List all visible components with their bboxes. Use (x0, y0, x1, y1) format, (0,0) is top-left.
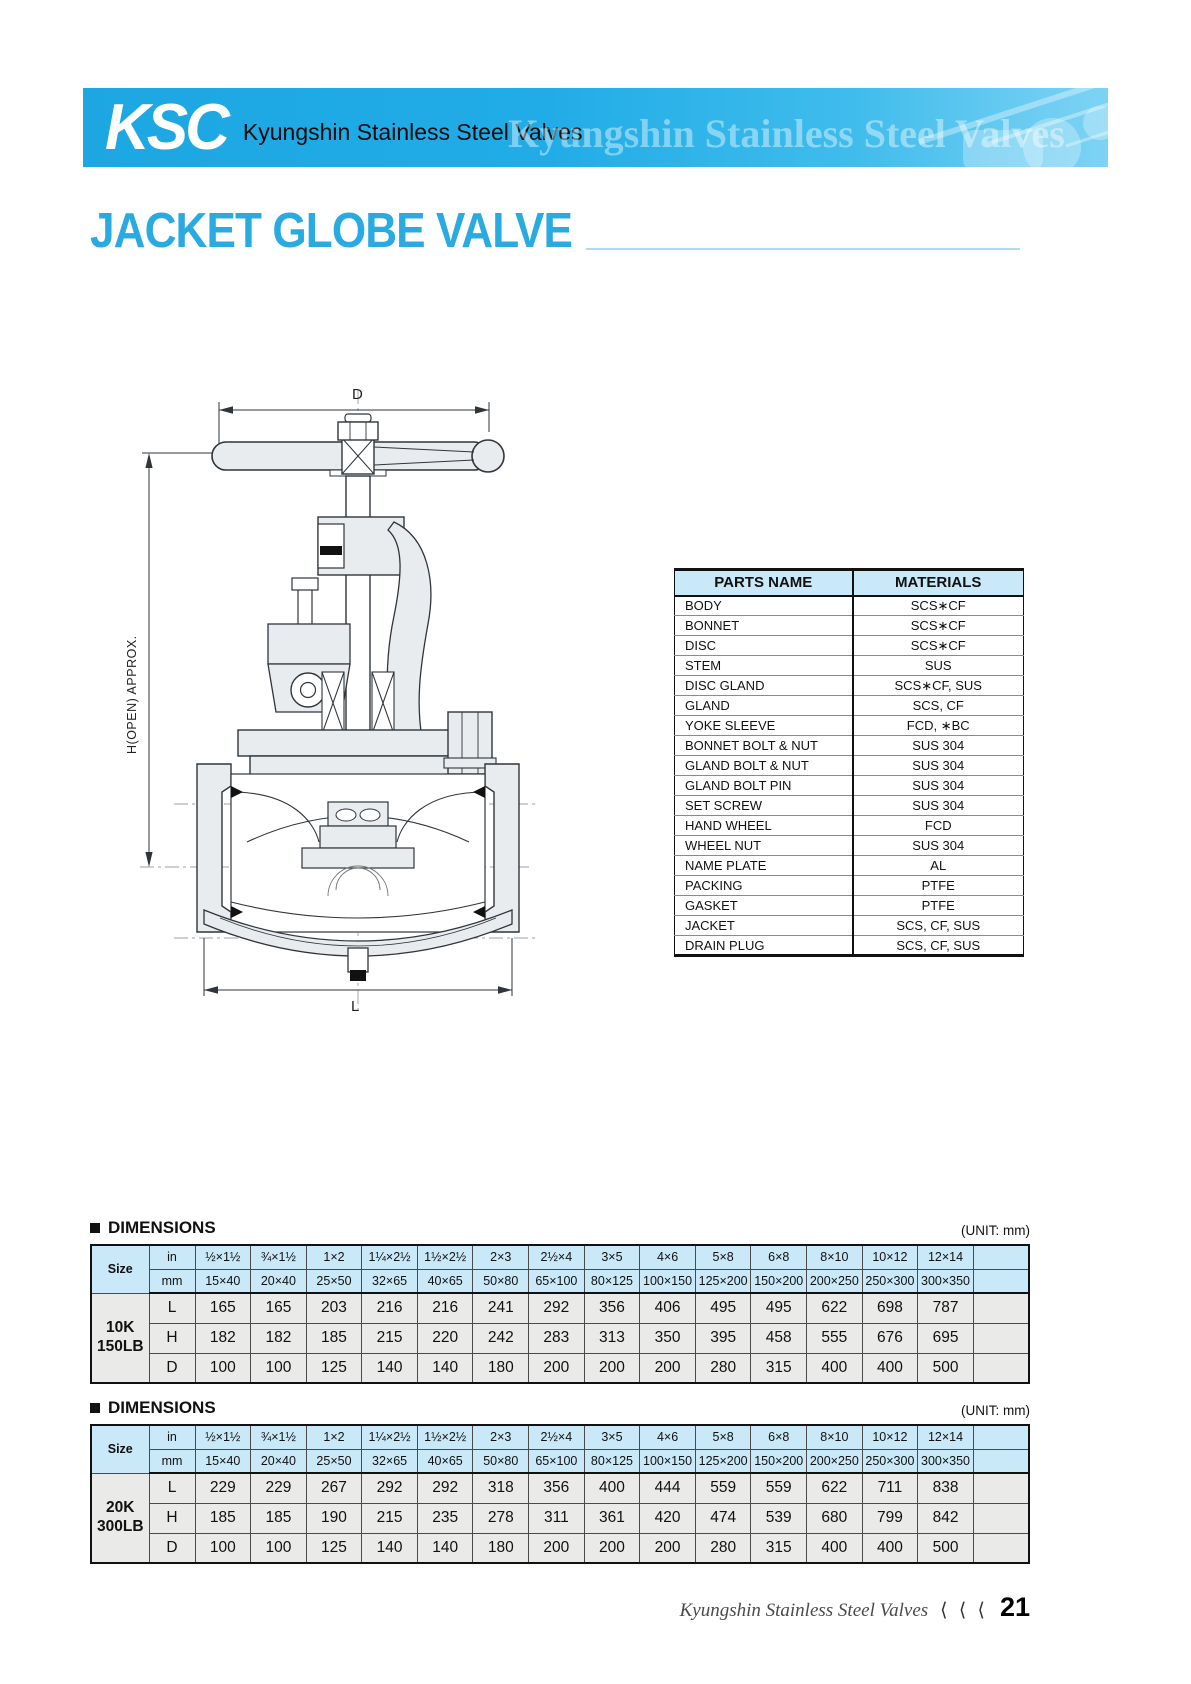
dimension-value-cell: 180 (473, 1533, 529, 1563)
size-in-cell: 12×14 (918, 1425, 974, 1449)
parts-table (674, 568, 1024, 957)
material-cell: SCS∗CF (853, 636, 1024, 656)
size-mm-row (91, 1269, 1029, 1293)
material-cell: PTFE (853, 876, 1024, 896)
blank-cell (973, 1293, 1029, 1323)
size-in-cell: 1×2 (306, 1245, 362, 1269)
unit-label-mm: mm (149, 1449, 195, 1473)
dimension-value-cell: 711 (862, 1473, 918, 1503)
size-mm-cell: 125×200 (695, 1449, 751, 1473)
unit-label-in: in (149, 1245, 195, 1269)
dimension-value-cell: 216 (417, 1293, 473, 1323)
size-mm-cell: 65×100 (529, 1269, 585, 1293)
dimension-value-cell: 495 (695, 1293, 751, 1323)
size-mm-cell: 50×80 (473, 1269, 529, 1293)
valve-technical-drawing (112, 372, 540, 1025)
dimensions-title-text: DIMENSIONS (108, 1218, 216, 1237)
parts-row (675, 696, 1024, 716)
dimension-value-cell: 458 (751, 1323, 807, 1353)
part-name-cell: GASKET (675, 896, 853, 916)
part-name-cell: BONNET (675, 616, 853, 636)
material-cell: AL (853, 856, 1024, 876)
blank-cell (973, 1449, 1029, 1473)
dimension-value-cell: 100 (251, 1533, 307, 1563)
blank-cell (973, 1353, 1029, 1383)
blank-cell (973, 1269, 1029, 1293)
page-footer (90, 1592, 1030, 1623)
part-name-cell: HAND WHEEL (675, 816, 853, 836)
size-mm-cell: 250×300 (862, 1449, 918, 1473)
dimension-value-cell: 140 (417, 1353, 473, 1383)
dimension-value-cell: 799 (862, 1503, 918, 1533)
dimension-value-cell: 185 (306, 1323, 362, 1353)
dimension-value-cell: 356 (529, 1473, 585, 1503)
size-in-cell: 1¼×2½ (362, 1425, 418, 1449)
globe-valve-cross-section (112, 372, 540, 1020)
dimension-value-cell: 495 (751, 1293, 807, 1323)
parts-row (675, 876, 1024, 896)
parts-row (675, 856, 1024, 876)
part-name-cell: GLAND BOLT PIN (675, 776, 853, 796)
dimensions-title-text: DIMENSIONS (108, 1398, 216, 1417)
dimension-value-cell: 400 (584, 1473, 640, 1503)
size-mm-row (91, 1449, 1029, 1473)
part-name-cell: DRAIN PLUG (675, 936, 853, 956)
dimensions-title (90, 1218, 216, 1238)
dimension-value-cell: 395 (695, 1323, 751, 1353)
size-mm-cell: 25×50 (306, 1269, 362, 1293)
part-name-cell: YOKE SLEEVE (675, 716, 853, 736)
wheel-nut (338, 414, 378, 440)
banner-image-decoration (1083, 106, 1108, 140)
dimension-value-cell: 200 (529, 1353, 585, 1383)
pressure-rating-cell: 10K 150LB (91, 1293, 149, 1383)
dimension-value-cell: 695 (918, 1323, 974, 1353)
dimension-value-cell: 559 (695, 1473, 751, 1503)
size-mm-cell: 150×200 (751, 1449, 807, 1473)
dimension-value-cell: 400 (862, 1533, 918, 1563)
dimensions-section-header (90, 1398, 1030, 1418)
material-cell: SUS 304 (853, 736, 1024, 756)
size-in-cell: 2×3 (473, 1245, 529, 1269)
size-in-cell: 1¼×2½ (362, 1245, 418, 1269)
dimension-value-cell: 229 (195, 1473, 251, 1503)
dimension-data-row (91, 1353, 1029, 1383)
size-mm-cell: 40×65 (417, 1269, 473, 1293)
size-mm-cell: 50×80 (473, 1449, 529, 1473)
blank-cell (973, 1245, 1029, 1269)
title-underline (586, 248, 1020, 250)
square-bullet-icon (90, 1223, 100, 1233)
dimension-value-cell: 229 (251, 1473, 307, 1503)
dimension-value-cell: 315 (751, 1533, 807, 1563)
size-in-cell: 2½×4 (529, 1245, 585, 1269)
drain-plug (348, 948, 368, 981)
dimensions-table (90, 1424, 1030, 1564)
size-mm-cell: 32×65 (362, 1449, 418, 1473)
square-bullet-icon (90, 1403, 100, 1413)
dimension-value-cell: 680 (807, 1503, 863, 1533)
size-mm-cell: 20×40 (251, 1269, 307, 1293)
dimension-value-cell: 182 (195, 1323, 251, 1353)
dimensions-table-body (91, 1425, 1029, 1563)
dimension-value-cell: 555 (807, 1323, 863, 1353)
dimensions-section (90, 1218, 1030, 1384)
size-in-cell: 8×10 (807, 1245, 863, 1269)
dimension-value-cell: 100 (195, 1533, 251, 1563)
part-name-cell: GLAND (675, 696, 853, 716)
dimension-value-cell: 200 (640, 1533, 696, 1563)
dimension-value-cell: 838 (918, 1473, 974, 1503)
dimension-value-cell: 182 (251, 1323, 307, 1353)
dimension-value-cell: 292 (417, 1473, 473, 1503)
size-in-cell: ¾×1½ (251, 1425, 307, 1449)
size-mm-cell: 100×150 (640, 1269, 696, 1293)
parts-row (675, 716, 1024, 736)
parts-row (675, 636, 1024, 656)
size-in-cell: ½×1½ (195, 1425, 251, 1449)
material-cell: SCS∗CF, SUS (853, 676, 1024, 696)
dimension-value-cell: 539 (751, 1503, 807, 1533)
dimension-data-row (91, 1323, 1029, 1353)
size-in-cell: 2½×4 (529, 1425, 585, 1449)
dimensions-title (90, 1398, 216, 1418)
blank-cell (973, 1425, 1029, 1449)
dimension-value-cell: 622 (807, 1293, 863, 1323)
dimension-value-cell: 200 (640, 1353, 696, 1383)
size-mm-cell: 80×125 (584, 1269, 640, 1293)
material-cell: PTFE (853, 896, 1024, 916)
size-mm-cell: 65×100 (529, 1449, 585, 1473)
blank-cell (973, 1473, 1029, 1503)
dimension-value-cell: 216 (362, 1293, 418, 1323)
unit-note: (UNIT: mm) (961, 1223, 1030, 1238)
parts-row (675, 816, 1024, 836)
size-label: Size (91, 1425, 149, 1473)
parts-row (675, 596, 1024, 616)
dimension-value-cell: 140 (362, 1353, 418, 1383)
material-cell: SCS, CF, SUS (853, 916, 1024, 936)
size-in-cell: ½×1½ (195, 1245, 251, 1269)
dimension-value-cell: 242 (473, 1323, 529, 1353)
blank-cell (973, 1323, 1029, 1353)
dimension-value-cell: 278 (473, 1503, 529, 1533)
dimension-value-cell: 420 (640, 1503, 696, 1533)
size-mm-cell: 15×40 (195, 1269, 251, 1293)
size-mm-cell: 200×250 (807, 1449, 863, 1473)
parts-row (675, 776, 1024, 796)
dimension-value-cell: 500 (918, 1533, 974, 1563)
dimension-value-cell: 200 (584, 1533, 640, 1563)
parts-row (675, 736, 1024, 756)
title-row (90, 206, 1020, 257)
dimension-value-cell: 474 (695, 1503, 751, 1533)
dimension-value-cell: 315 (751, 1353, 807, 1383)
material-cell: SCS, CF, SUS (896, 937, 981, 953)
dimension-value-cell: 400 (862, 1353, 918, 1383)
dimension-data-row (91, 1533, 1029, 1563)
dimension-value-cell: 125 (306, 1353, 362, 1383)
material-cell: FCD (853, 816, 1024, 836)
material-cell: SCS∗CF (853, 596, 1024, 616)
size-in-cell: 1½×2½ (417, 1425, 473, 1449)
dimension-value-cell: 444 (640, 1473, 696, 1503)
dimension-value-cell: 203 (306, 1293, 362, 1323)
dimensions-table (90, 1244, 1030, 1384)
footer-chevrons-icon: ⟨ ⟨ ⟨ (940, 1600, 988, 1621)
size-in-cell: 6×8 (751, 1425, 807, 1449)
parts-name-header: PARTS NAME (675, 570, 853, 596)
part-name-cell: STEM (675, 656, 853, 676)
unit-label-mm: mm (149, 1269, 195, 1293)
handwheel (212, 438, 504, 476)
dimension-row-label: L (149, 1473, 195, 1503)
size-in-cell: 3×5 (584, 1245, 640, 1269)
size-mm-cell: 40×65 (417, 1449, 473, 1473)
size-in-cell: 4×6 (640, 1245, 696, 1269)
dimension-value-cell: 185 (195, 1503, 251, 1533)
dim-label-h: H(OPEN) APPROX. (125, 635, 139, 754)
dimension-value-cell: 676 (862, 1323, 918, 1353)
dimensions-section-header (90, 1218, 1030, 1238)
dimension-value-cell: 842 (918, 1503, 974, 1533)
size-label: Size (91, 1245, 149, 1293)
size-mm-cell: 250×300 (862, 1269, 918, 1293)
size-mm-cell: 300×350 (918, 1449, 974, 1473)
dimension-value-cell: 241 (473, 1293, 529, 1323)
dimension-value-cell: 280 (695, 1533, 751, 1563)
parts-row (675, 616, 1024, 636)
banner-watermark: Kyungshin Stainless Steel Valves (508, 111, 1065, 156)
dimension-row-label: D (149, 1533, 195, 1563)
dim-label-d: D (352, 386, 363, 403)
parts-row (675, 896, 1024, 916)
dimension-value-cell: 165 (195, 1293, 251, 1323)
dimension-value-cell: 125 (306, 1533, 362, 1563)
size-in-cell: 1½×2½ (417, 1245, 473, 1269)
dimension-value-cell: 313 (584, 1323, 640, 1353)
unit-label-in: in (149, 1425, 195, 1449)
size-in-cell: ¾×1½ (251, 1245, 307, 1269)
parts-row (675, 676, 1024, 696)
part-name-cell: SET SCREW (675, 796, 853, 816)
dimension-value-cell: 235 (417, 1503, 473, 1533)
size-in-cell: 1×2 (306, 1425, 362, 1449)
size-mm-cell: 25×50 (306, 1449, 362, 1473)
size-in-cell: 10×12 (862, 1245, 918, 1269)
size-in-cell: 10×12 (862, 1425, 918, 1449)
dimension-row-label: D (149, 1353, 195, 1383)
size-in-cell: 6×8 (751, 1245, 807, 1269)
size-in-row (91, 1425, 1029, 1449)
size-in-cell: 3×5 (584, 1425, 640, 1449)
part-name-cell: WHEEL NUT (675, 836, 853, 856)
dimensions-table-body (91, 1245, 1029, 1383)
part-name-cell: PACKING (675, 876, 853, 896)
material-cell: SUS 304 (853, 796, 1024, 816)
dimension-value-cell: 406 (640, 1293, 696, 1323)
header-banner (83, 88, 1108, 167)
size-in-row (91, 1245, 1029, 1269)
dimension-value-cell: 361 (584, 1503, 640, 1533)
dimension-value-cell: 100 (251, 1353, 307, 1383)
dimension-value-cell: 215 (362, 1323, 418, 1353)
dimension-value-cell: 180 (473, 1353, 529, 1383)
part-name-cell: GLAND BOLT & NUT (675, 756, 853, 776)
banner-image-decoration (963, 130, 1043, 167)
part-name-cell: DISC (675, 636, 853, 656)
company-logo: KSC (105, 90, 227, 164)
company-subtitle: Kyungshin Stainless Steel Valves (242, 119, 583, 145)
material-cell: SUS 304 (853, 836, 1024, 856)
dimension-value-cell: 100 (195, 1353, 251, 1383)
size-mm-cell: 15×40 (195, 1449, 251, 1473)
dimension-row-label: H (149, 1503, 195, 1533)
dimension-value-cell: 622 (807, 1473, 863, 1503)
size-in-cell: 8×10 (807, 1425, 863, 1449)
dimension-value-cell: 400 (807, 1353, 863, 1383)
parts-row (675, 836, 1024, 856)
parts-header-row (675, 570, 1024, 596)
parts-table-body (675, 596, 1024, 956)
material-cell: SUS 304 (853, 776, 1024, 796)
material-cell: SUS 304 (853, 756, 1024, 776)
dimension-value-cell: 267 (306, 1473, 362, 1503)
size-mm-cell: 100×150 (640, 1449, 696, 1473)
dimension-value-cell: 200 (529, 1533, 585, 1563)
part-name-cell: JACKET (675, 916, 853, 936)
size-in-cell: 2×3 (473, 1425, 529, 1449)
dimension-value-cell: 185 (251, 1503, 307, 1533)
blank-cell (973, 1533, 1029, 1563)
dimension-value-cell: 500 (918, 1353, 974, 1383)
dimension-value-cell: 140 (417, 1533, 473, 1563)
dimension-value-cell: 400 (807, 1533, 863, 1563)
size-mm-cell: 32×65 (362, 1269, 418, 1293)
size-mm-cell: 20×40 (251, 1449, 307, 1473)
parts-row (675, 796, 1024, 816)
size-mm-cell: 300×350 (918, 1269, 974, 1293)
material-cell: FCD, ∗BC (853, 716, 1024, 736)
dimension-value-cell: 356 (584, 1293, 640, 1323)
material-cell: SCS∗CF (853, 616, 1024, 636)
unit-note: (UNIT: mm) (961, 1403, 1030, 1418)
pressure-rating-cell: 20K 300LB (91, 1473, 149, 1563)
parts-row (675, 916, 1024, 936)
footer-company-text: Kyungshin Stainless Steel Valves (679, 1600, 929, 1621)
size-in-cell: 12×14 (918, 1245, 974, 1269)
dimension-data-row (91, 1503, 1029, 1533)
size-mm-cell: 125×200 (695, 1269, 751, 1293)
dimension-value-cell: 280 (695, 1353, 751, 1383)
size-mm-cell: 200×250 (807, 1269, 863, 1293)
part-name-cell: NAME PLATE (675, 856, 853, 876)
size-in-cell: 4×6 (640, 1425, 696, 1449)
part-name-cell: DISC GLAND (675, 676, 853, 696)
materials-header: MATERIALS (853, 570, 1024, 596)
dimension-value-cell: 220 (417, 1323, 473, 1353)
dimension-value-cell: 292 (529, 1293, 585, 1323)
page-number: 21 (999, 1592, 1030, 1622)
dimension-value-cell: 283 (529, 1323, 585, 1353)
material-cell: SUS (853, 656, 1024, 676)
dimensions-section (90, 1398, 1030, 1564)
dimension-value-cell: 140 (362, 1533, 418, 1563)
dimension-value-cell: 787 (918, 1293, 974, 1323)
parts-row (675, 656, 1024, 676)
dimension-value-cell: 318 (473, 1473, 529, 1503)
dimension-value-cell: 292 (362, 1473, 418, 1503)
size-in-cell: 5×8 (695, 1245, 751, 1269)
dimension-value-cell: 311 (529, 1503, 585, 1533)
dimension-value-cell: 165 (251, 1293, 307, 1323)
size-mm-cell: 150×200 (751, 1269, 807, 1293)
size-in-cell: 5×8 (695, 1425, 751, 1449)
dimension-value-cell: 190 (306, 1503, 362, 1533)
size-mm-cell: 80×125 (584, 1449, 640, 1473)
dimension-value-cell: 350 (640, 1323, 696, 1353)
dimension-data-row (91, 1293, 1029, 1323)
part-name-cell: BONNET BOLT & NUT (675, 736, 853, 756)
dimension-row-label: L (149, 1293, 195, 1323)
dim-label-l: L (351, 998, 360, 1015)
dimension-data-row (91, 1473, 1029, 1503)
part-name-cell: BODY (675, 596, 853, 616)
parts-row (675, 756, 1024, 776)
dimension-value-cell: 698 (862, 1293, 918, 1323)
dimension-value-cell: 215 (362, 1503, 418, 1533)
parts-row (675, 936, 1024, 956)
dimension-value-cell: 200 (584, 1353, 640, 1383)
material-cell: SCS, CF (853, 696, 1024, 716)
blank-cell (973, 1503, 1029, 1533)
dimension-row-label: H (149, 1323, 195, 1353)
page-title: JACKET GLOBE VALVE (90, 204, 573, 258)
dimension-value-cell: 559 (751, 1473, 807, 1503)
